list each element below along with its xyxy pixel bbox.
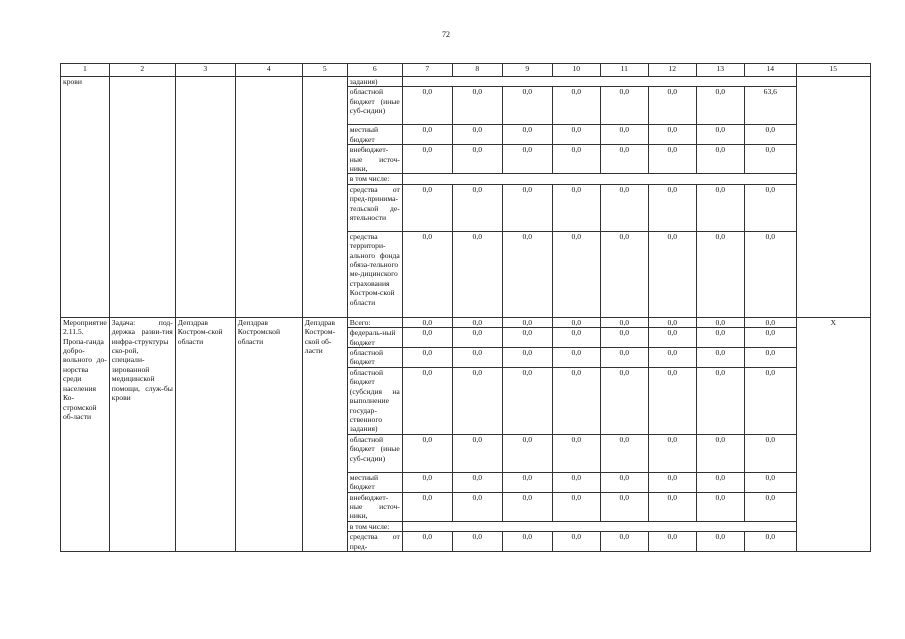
value-cell: 0,0 (452, 145, 502, 174)
col-header-11: 11 (600, 64, 648, 77)
header-row (61, 64, 871, 77)
empty-cell (109, 77, 175, 318)
value-cell: 0,0 (600, 87, 648, 125)
value-cell: 0,0 (600, 367, 648, 434)
value-cell: 0,0 (402, 434, 452, 472)
budget-table (60, 63, 871, 552)
value-cell: 0,0 (600, 434, 648, 472)
value-cell: 0,0 (552, 231, 600, 317)
value-cell: 0,0 (402, 532, 452, 552)
empty-values (402, 77, 796, 87)
page-number: 72 (442, 30, 450, 39)
coexecutor-cell: Депздрав Костромской области (235, 317, 302, 551)
value-cell: 0,0 (648, 492, 696, 521)
value-cell: 0,0 (648, 145, 696, 174)
value-cell: 0,0 (744, 328, 796, 348)
indicator-cell: Х (796, 317, 870, 551)
value-cell: 0,0 (696, 532, 744, 552)
value-cell: 0,0 (600, 532, 648, 552)
value-cell: 0,0 (402, 328, 452, 348)
value-cell: 0,0 (744, 434, 796, 472)
value-cell: 0,0 (552, 87, 600, 125)
funding-source: внебюджет-ные источ-ники, (347, 145, 402, 174)
value-cell: 0,0 (452, 492, 502, 521)
value-cell: 0,0 (502, 492, 552, 521)
value-cell: 0,0 (648, 472, 696, 492)
col-header-6: 6 (347, 64, 402, 77)
funding-source: местный бюджет (347, 472, 402, 492)
funding-source: в том числе: (347, 521, 402, 531)
value-cell: 0,0 (744, 125, 796, 145)
value-cell: 0,0 (452, 472, 502, 492)
funding-source: областной бюджет (иные суб-сидии) (347, 434, 402, 472)
value-cell: 0,0 (452, 434, 502, 472)
value-cell: 0,0 (696, 184, 744, 231)
value-cell: 0,0 (402, 472, 452, 492)
value-cell: 0,0 (600, 145, 648, 174)
value-cell: 0,0 (402, 492, 452, 521)
value-cell: 0,0 (452, 367, 502, 434)
funding-source: средства территори-ального фонда обяза-тельного ме-дицинского страхования Костром-ской области (347, 231, 402, 317)
value-cell: 0,0 (744, 472, 796, 492)
value-cell: 0,0 (744, 367, 796, 434)
value-cell: 0,0 (696, 125, 744, 145)
value-cell: 0,0 (452, 87, 502, 125)
value-cell: 0,0 (696, 87, 744, 125)
empty-cell (796, 77, 870, 318)
funding-source: средства от пред- (347, 532, 402, 552)
empty-values (402, 174, 796, 184)
value-cell: 0,0 (696, 348, 744, 368)
funding-source: областной бюджет (субсидия на выполнение государ-ственного задания) (347, 367, 402, 434)
value-cell: 0,0 (452, 348, 502, 368)
value-cell: 0,0 (502, 184, 552, 231)
value-cell: 0,0 (600, 317, 648, 327)
col-header-13: 13 (696, 64, 744, 77)
value-cell: 0,0 (600, 328, 648, 348)
value-cell: 0,0 (502, 367, 552, 434)
value-cell: 0,0 (648, 231, 696, 317)
value-cell: 0,0 (502, 472, 552, 492)
value-cell: 0,0 (744, 492, 796, 521)
value-cell: 0,0 (600, 184, 648, 231)
col-header-9: 9 (502, 64, 552, 77)
value-cell: 0,0 (648, 184, 696, 231)
value-cell: 0,0 (648, 328, 696, 348)
value-cell: 0,0 (552, 125, 600, 145)
col-header-8: 8 (452, 64, 502, 77)
value-cell: 0,0 (552, 472, 600, 492)
value-cell: 0,0 (648, 367, 696, 434)
col-header-4: 4 (235, 64, 302, 77)
empty-cell (175, 77, 235, 318)
value-cell: 0,0 (452, 125, 502, 145)
col-header-2: 2 (109, 64, 175, 77)
col-header-10: 10 (552, 64, 600, 77)
col-header-12: 12 (648, 64, 696, 77)
value-cell: 0,0 (502, 231, 552, 317)
funding-source: Всего: (347, 317, 402, 327)
value-cell: 0,0 (402, 348, 452, 368)
value-cell: 0,0 (552, 145, 600, 174)
value-cell: 0,0 (402, 367, 452, 434)
value-cell: 0,0 (648, 87, 696, 125)
value-cell: 0,0 (648, 348, 696, 368)
value-cell: 0,0 (402, 184, 452, 231)
funding-source: федераль-ный бюджет (347, 328, 402, 348)
col-header-5: 5 (302, 64, 347, 77)
value-cell: 0,0 (502, 317, 552, 327)
value-cell: 0,0 (744, 184, 796, 231)
task-description: Задача: под-держка разви-тия инфра-структуры ско-рой, специали-зированной медицинской помощи, служ-бы крови (109, 317, 175, 551)
value-cell: 0,0 (502, 532, 552, 552)
value-cell: 0,0 (696, 317, 744, 327)
measure-name: Мероприятие 2.11.5. Пропа-ганда добро-вольного до-норства среди населения Ко-стромской об-ласти (61, 317, 110, 551)
value-cell: 0,0 (502, 434, 552, 472)
funding-source: задания) (347, 77, 402, 87)
responsible-cell: Депздрав Костром-ской об-ласти (302, 317, 347, 551)
value-cell: 63,6 (744, 87, 796, 125)
value-cell: 0,0 (552, 184, 600, 231)
value-cell: 0,0 (402, 125, 452, 145)
value-cell: 0,0 (648, 125, 696, 145)
value-cell: 0,0 (648, 434, 696, 472)
value-cell: 0,0 (600, 472, 648, 492)
value-cell: 0,0 (552, 317, 600, 327)
value-cell: 0,0 (696, 434, 744, 472)
value-cell: 0,0 (600, 492, 648, 521)
value-cell: 0,0 (402, 317, 452, 327)
value-cell: 0,0 (744, 145, 796, 174)
value-cell: 0,0 (696, 492, 744, 521)
value-cell: 0,0 (648, 317, 696, 327)
funding-source: местный бюджет (347, 125, 402, 145)
continued-item-text: крови (61, 77, 110, 318)
value-cell: 0,0 (696, 145, 744, 174)
value-cell: 0,0 (744, 231, 796, 317)
funding-source: внебюджет-ные источ-ники, (347, 492, 402, 521)
value-cell: 0,0 (648, 532, 696, 552)
funding-source: областной бюджет (347, 348, 402, 368)
value-cell: 0,0 (452, 532, 502, 552)
value-cell: 0,0 (402, 145, 452, 174)
value-cell: 0,0 (502, 348, 552, 368)
value-cell: 0,0 (744, 532, 796, 552)
funding-source: средства от пред-принима-тельской де-ятельности (347, 184, 402, 231)
value-cell: 0,0 (502, 87, 552, 125)
value-cell: 0,0 (696, 328, 744, 348)
table-row (61, 77, 871, 87)
value-cell: 0,0 (552, 532, 600, 552)
value-cell: 0,0 (502, 328, 552, 348)
value-cell: 0,0 (452, 317, 502, 327)
table-row (61, 317, 871, 327)
value-cell: 0,0 (452, 184, 502, 231)
value-cell: 0,0 (696, 367, 744, 434)
value-cell: 0,0 (402, 87, 452, 125)
value-cell: 0,0 (744, 348, 796, 368)
value-cell: 0,0 (452, 231, 502, 317)
empty-values (402, 521, 796, 531)
executor-cell: Депздрав Костром-ской области (175, 317, 235, 551)
col-header-15: 15 (796, 64, 870, 77)
empty-cell (302, 77, 347, 318)
value-cell: 0,0 (552, 348, 600, 368)
col-header-14: 14 (744, 64, 796, 77)
value-cell: 0,0 (552, 367, 600, 434)
value-cell: 0,0 (552, 328, 600, 348)
value-cell: 0,0 (696, 231, 744, 317)
value-cell: 0,0 (552, 434, 600, 472)
value-cell: 0,0 (600, 348, 648, 368)
value-cell: 0,0 (600, 125, 648, 145)
empty-cell (235, 77, 302, 318)
value-cell: 0,0 (452, 328, 502, 348)
value-cell: 0,0 (696, 472, 744, 492)
col-header-3: 3 (175, 64, 235, 77)
value-cell: 0,0 (502, 145, 552, 174)
col-header-7: 7 (402, 64, 452, 77)
col-header-1: 1 (61, 64, 110, 77)
value-cell: 0,0 (600, 231, 648, 317)
funding-source: в том числе: (347, 174, 402, 184)
value-cell: 0,0 (552, 492, 600, 521)
value-cell: 0,0 (402, 231, 452, 317)
value-cell: 0,0 (744, 317, 796, 327)
funding-source: областной бюджет (иные суб-сидии) (347, 87, 402, 125)
value-cell: 0,0 (502, 125, 552, 145)
